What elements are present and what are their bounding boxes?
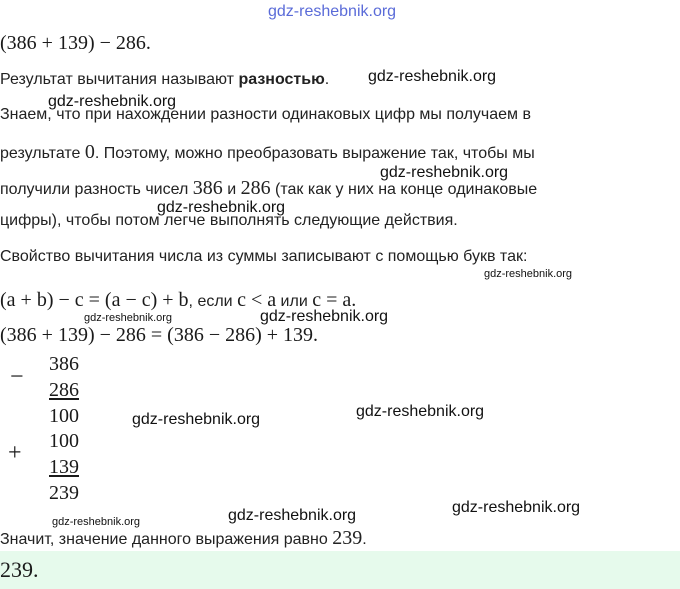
math-zero: 0: [84, 141, 95, 163]
math-239: 239: [332, 527, 363, 549]
watermark: gdz-reshebnik.org: [157, 199, 286, 216]
text-fragment: или: [276, 293, 313, 310]
column-difference: 100: [49, 405, 79, 427]
column-minuend: 386: [49, 353, 79, 375]
watermark: gdz-reshebnik.org: [452, 499, 581, 516]
math-386: 386: [192, 177, 223, 199]
column-addend-1: 100: [49, 430, 79, 452]
watermark: gdz-reshebnik.org: [52, 516, 141, 528]
watermark: gdz-reshebnik.org: [484, 268, 573, 280]
math-286: 286: [240, 177, 271, 199]
transformed-expression: (386 + 139) − 286 = (386 − 286) + 139.: [0, 324, 319, 346]
text-fragment: получили разность чисел: [0, 181, 193, 198]
paragraph-line-5: цифры), чтобы потом легче выполнять следующие действия.: [0, 212, 458, 229]
term-difference: разностью: [238, 71, 325, 88]
formula-identity: (a + b) − c = (a − c) + b: [0, 289, 189, 311]
minus-sign: −: [10, 364, 24, 390]
paragraph-line-6: Свойство вычитания числа из суммы записывают с помощью букв так:: [0, 248, 528, 265]
text-fragment: Значит, значение данного выражения равно: [0, 531, 333, 548]
watermark-top: gdz-reshebnik.org: [268, 3, 397, 20]
text-fragment: результате: [0, 145, 85, 162]
text-fragment: , если: [188, 293, 238, 310]
plus-sign: +: [8, 440, 22, 466]
paragraph-line-1: [0, 70, 329, 90]
text-fragment: . Поэтому, можно преобразовать выражение так, чтобы мы: [94, 145, 535, 162]
watermark: gdz-reshebnik.org: [84, 312, 173, 324]
paragraph-line-3: [0, 140, 535, 164]
formula-condition-1: c < a: [237, 289, 277, 311]
formula-condition-2: c = a: [312, 289, 352, 311]
watermark: gdz-reshebnik.org: [132, 411, 261, 428]
answer-box: [0, 551, 680, 589]
expression-title: (386 + 139) − 286.: [0, 32, 151, 54]
paragraph-line-4: [0, 176, 537, 200]
conclusion-line: [0, 526, 367, 550]
column-subtrahend: 286: [49, 379, 79, 401]
column-sum: 239: [49, 482, 79, 504]
watermark: gdz-reshebnik.org: [48, 93, 177, 110]
paragraph-line-2: Знаем, что при нахождении разности одинаковых цифр мы получаем в: [0, 106, 531, 123]
watermark: gdz-reshebnik.org: [260, 308, 389, 325]
watermark: gdz-reshebnik.org: [228, 507, 357, 524]
answer-value: 239.: [0, 557, 39, 582]
text-fragment: и: [222, 181, 241, 198]
text-fragment: .: [362, 531, 367, 548]
watermark: gdz-reshebnik.org: [356, 403, 485, 420]
watermark: gdz-reshebnik.org: [368, 68, 497, 85]
text-fragment: Результат вычитания называют: [0, 71, 239, 88]
column-addend-2: 139: [49, 456, 79, 478]
text-fragment: .: [324, 71, 330, 88]
watermark: gdz-reshebnik.org: [380, 164, 509, 181]
text-fragment: .: [351, 289, 357, 311]
text-fragment: (так как у них на конце одинаковые: [270, 181, 538, 198]
